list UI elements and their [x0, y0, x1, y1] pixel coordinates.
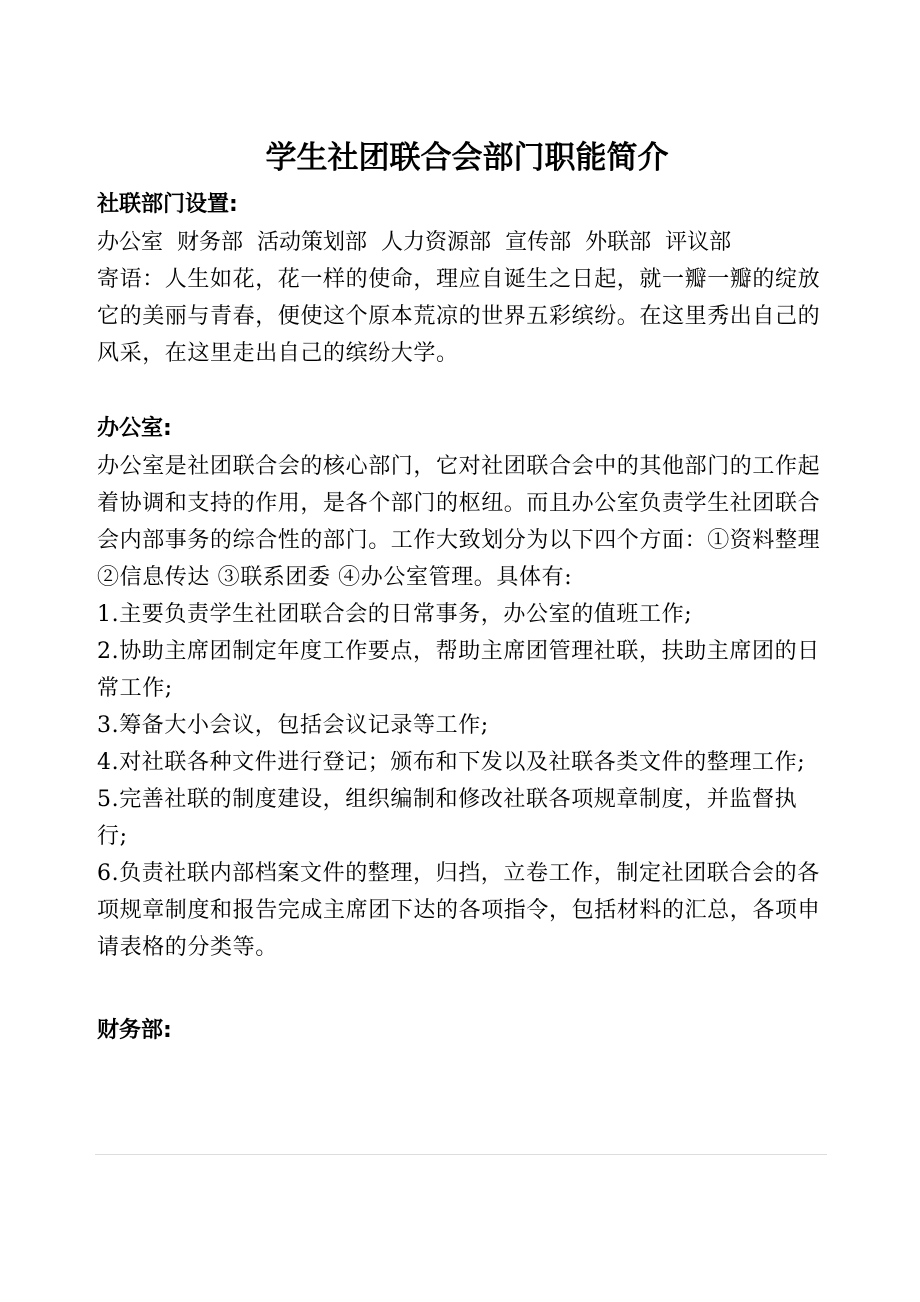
- message-paragraph: 寄语：人生如花，花一样的使命，理应自诞生之日起，就一瓣一瓣的绽放它的美丽与青春，便使这个原本荒凉的世界五彩缤纷。在这里秀出自己的风采，在这里走出自己的缤纷大学。: [97, 267, 821, 366]
- finance-heading: 财务部:: [97, 1018, 172, 1043]
- office-item: 2.协助主席团制定年度工作要点，帮助主席团管理社联，扶助主席团的日常工作;: [97, 639, 820, 701]
- department-name: 评议部: [665, 230, 732, 255]
- office-heading: 办公室:: [97, 416, 172, 441]
- department-name: 活动策划部: [257, 230, 368, 255]
- office-item: 1.主要负责学生社团联合会的日常事务，办公室的值班工作;: [97, 602, 693, 627]
- spacer: [97, 966, 827, 1012]
- document-body: [97, 138, 827, 1050]
- department-name: 财务部: [177, 230, 244, 255]
- page-divider: [95, 1154, 827, 1155]
- department-name: 办公室: [97, 230, 164, 255]
- document-title: 学生社团联合会部门职能简介: [265, 140, 669, 176]
- spacer: [97, 372, 827, 410]
- office-item: 4.对社联各种文件进行登记；颁布和下发以及社联各类文件的整理工作;: [97, 750, 806, 775]
- department-name: 外联部: [585, 230, 652, 255]
- department-list: [97, 224, 827, 261]
- setup-heading: 社联部门设置:: [97, 192, 238, 217]
- office-item: 6.负责社联内部档案文件的整理，归挡，立卷工作，制定社团联合会的各项规章制度和报告完成主席团下达的各项指令，包括材料的汇总，各项申请表格的分类等。: [97, 861, 821, 960]
- department-name: 宣传部: [505, 230, 572, 255]
- office-intro: 办公室是社团联合会的核心部门，它对社团联合会中的其他部门的工作起着协调和支持的作用，是各个部门的枢纽。而且办公室负责学生社团联合会内部事务的综合性的部门。工作大致划分为以下四个方面：①资料整理 ②信息传达 ③联系团委 ④办公室管理。具体有:: [97, 454, 821, 590]
- office-item: 5.完善社联的制度建设，组织编制和修改社联各项规章制度，并监督执行;: [97, 787, 798, 849]
- department-name: 人力资源部: [381, 230, 492, 255]
- office-item: 3.筹备大小会议，包括会议记录等工作;: [97, 713, 489, 738]
